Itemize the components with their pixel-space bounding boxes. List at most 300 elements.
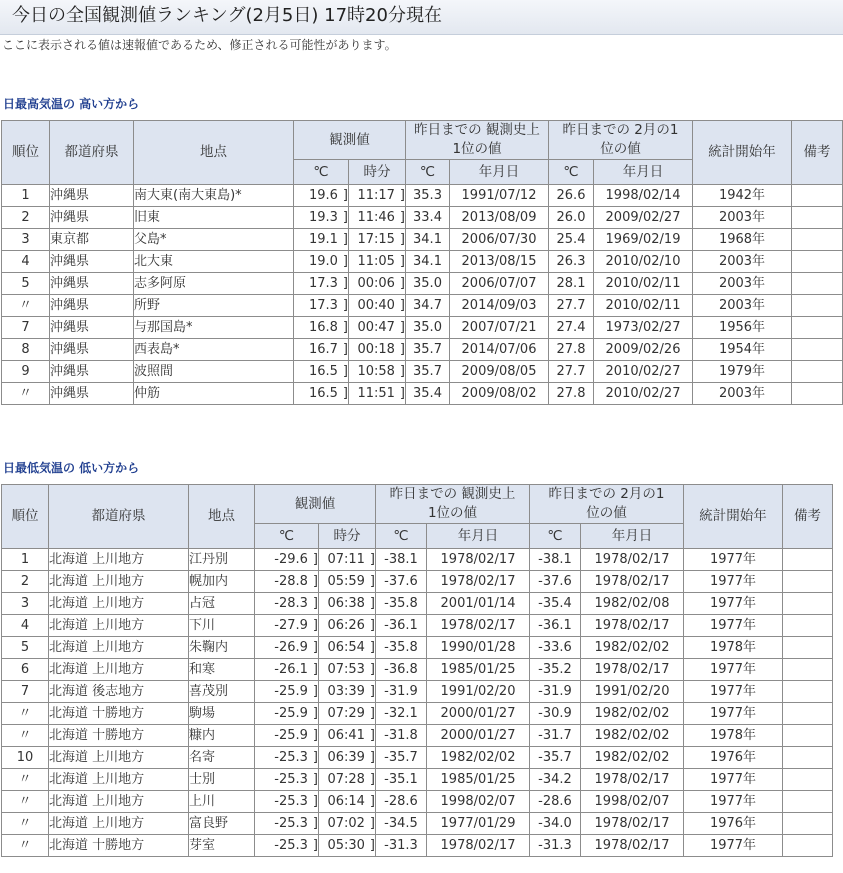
- observed-value-cell: [255, 615, 319, 637]
- quality-mark: ]: [369, 618, 375, 633]
- rank-text: 〃: [18, 386, 32, 401]
- remarks-cell: [783, 615, 833, 637]
- observed-time-text: 06:38: [327, 596, 365, 611]
- quality-mark: ]: [369, 640, 375, 655]
- table-row: [2, 229, 843, 251]
- remarks-cell: [783, 703, 833, 725]
- remarks-cell: [792, 229, 843, 251]
- observed-time-text: 07:53: [327, 662, 365, 677]
- prefecture-cell: [50, 273, 134, 295]
- month-record-date-text: 2009/02/27: [605, 210, 681, 225]
- quality-mark: ]: [399, 298, 405, 313]
- month-record-value-text: 25.4: [556, 232, 586, 247]
- observed-value-text: 19.3: [308, 210, 338, 225]
- station-text: 喜茂別: [189, 684, 229, 699]
- observed-time-text: 03:39: [327, 684, 365, 699]
- month-record-date-text: 1991/02/20: [594, 684, 670, 699]
- prefecture-cell: [50, 251, 134, 273]
- rank-cell: [2, 383, 50, 405]
- quality-mark: ]: [399, 210, 405, 225]
- station-text: 駒場: [189, 706, 216, 721]
- record-date-cell: [427, 549, 530, 571]
- start-year-text: 1976年: [709, 816, 757, 831]
- month-record-value-text: 27.8: [556, 342, 586, 357]
- prefecture-text: 北海道 十勝地方: [49, 838, 145, 853]
- prefecture-cell: [49, 681, 189, 703]
- observed-value-cell: [294, 361, 349, 383]
- record-value-cell: [376, 747, 427, 769]
- start-year-text: 1968年: [718, 232, 766, 247]
- record-value-text: -37.6: [384, 574, 418, 589]
- record-date-cell: [427, 703, 530, 725]
- start-year-cell: [684, 659, 783, 681]
- month-record-value-text: 26.6: [556, 188, 586, 203]
- record-value-text: 35.4: [413, 386, 442, 401]
- high-table-body: [2, 185, 843, 405]
- table-row: [2, 185, 843, 207]
- observed-time-text: 06:39: [327, 750, 365, 765]
- start-year-text: 1976年: [709, 750, 757, 765]
- remarks-cell: [783, 571, 833, 593]
- station-text: 南大東(南大東島)*: [134, 188, 242, 203]
- rank-cell: [2, 593, 49, 615]
- station-cell: [134, 339, 294, 361]
- quality-mark: ]: [369, 838, 375, 853]
- station-text: 幌加内: [189, 574, 229, 589]
- rank-cell: [2, 361, 50, 383]
- rank-text: 4: [21, 254, 30, 269]
- start-year-cell: [693, 339, 792, 361]
- start-year-text: 1977年: [709, 684, 757, 699]
- month-record-value-cell: [549, 185, 594, 207]
- rank-text: 2: [20, 574, 30, 589]
- month-record-date-cell: [581, 835, 684, 857]
- quality-mark: ]: [312, 574, 318, 589]
- start-year-cell: [693, 383, 792, 405]
- start-year-cell: [684, 791, 783, 813]
- rank-text: 〃: [18, 728, 32, 743]
- month-record-date-text: 1982/02/02: [594, 706, 670, 721]
- rank-text: 4: [20, 618, 30, 633]
- record-value-text: -28.6: [384, 794, 418, 809]
- provisional-notice: ここに表示される値は速報値であるため、修正される可能性があります。: [2, 38, 397, 52]
- record-value-text: -38.1: [384, 552, 418, 567]
- month-record-date-cell: [581, 637, 684, 659]
- observed-value-cell: [294, 229, 349, 251]
- quality-mark: ]: [312, 794, 318, 809]
- month-record-date-cell: [581, 549, 684, 571]
- start-year-text: 1978年: [709, 640, 757, 655]
- month-record-date-cell: [581, 571, 684, 593]
- month-record-date-text: 1978/02/17: [594, 618, 670, 633]
- quality-mark: ]: [399, 342, 405, 357]
- observed-time-cell: [349, 207, 406, 229]
- prefecture-cell: [49, 659, 189, 681]
- prefecture-text: 沖縄県: [50, 364, 90, 379]
- remarks-cell: [792, 295, 843, 317]
- rank-cell: [2, 659, 49, 681]
- prefecture-text: 北海道 上川地方: [49, 574, 145, 589]
- rank-text: 7: [20, 684, 30, 699]
- record-value-cell: [406, 251, 450, 273]
- station-text: 和寒: [189, 662, 216, 677]
- month-record-date-text: 1978/02/17: [594, 662, 670, 677]
- observed-time-text: 11:51: [357, 386, 395, 401]
- rank-cell: [2, 185, 50, 207]
- header-record-month: [549, 121, 693, 160]
- start-year-text: 1977年: [709, 618, 757, 633]
- prefecture-text: 東京都: [50, 232, 90, 247]
- start-year-cell: [684, 681, 783, 703]
- start-year-cell: [684, 835, 783, 857]
- header-unit-celsius: ℃: [530, 524, 581, 549]
- record-value-cell: [406, 317, 450, 339]
- header-remarks: 備考: [792, 121, 843, 185]
- table-row: [2, 813, 833, 835]
- rank-text: 〃: [18, 794, 32, 809]
- rank-cell: [2, 339, 50, 361]
- month-record-date-text: 1969/02/19: [605, 232, 681, 247]
- quality-mark: ]: [312, 728, 318, 743]
- record-value-text: 35.7: [413, 342, 442, 357]
- start-year-cell: [693, 185, 792, 207]
- month-record-date-text: 1978/02/17: [594, 816, 670, 831]
- observed-time-text: 05:59: [327, 574, 365, 589]
- month-record-date-text: 2010/02/11: [605, 276, 681, 291]
- header-unit-celsius: ℃: [376, 524, 427, 549]
- start-year-text: 2003年: [718, 386, 766, 401]
- month-record-value-cell: [549, 339, 594, 361]
- month-record-date-text: 1982/02/02: [594, 750, 670, 765]
- station-text: 下川: [189, 618, 216, 633]
- month-record-date-cell: [581, 769, 684, 791]
- observed-value-text: -28.8: [274, 574, 308, 589]
- table-row: [2, 703, 833, 725]
- start-year-text: 1977年: [709, 838, 757, 853]
- record-date-cell: [450, 273, 549, 295]
- rank-text: 〃: [18, 772, 32, 787]
- month-record-value-cell: [530, 791, 581, 813]
- header-date: 年月日: [450, 160, 549, 185]
- observed-time-cell: [319, 593, 376, 615]
- quality-mark: ]: [369, 706, 375, 721]
- quality-mark: ]: [399, 254, 405, 269]
- prefecture-text: 北海道 上川地方: [49, 618, 145, 633]
- observed-time-cell: [319, 769, 376, 791]
- month-record-value-text: 26.3: [556, 254, 586, 269]
- record-date-text: 1982/02/02: [440, 750, 516, 765]
- month-record-value-cell: [530, 813, 581, 835]
- prefecture-text: 沖縄県: [50, 320, 90, 335]
- remarks-cell: [792, 185, 843, 207]
- observed-time-cell: [319, 835, 376, 857]
- record-value-cell: [376, 549, 427, 571]
- prefecture-cell: [49, 835, 189, 857]
- header-record-history: [406, 121, 549, 160]
- record-date-text: 2009/08/02: [461, 386, 537, 401]
- table-row: [2, 725, 833, 747]
- quality-mark: ]: [342, 320, 348, 335]
- month-record-value-cell: [549, 317, 594, 339]
- record-value-cell: [376, 615, 427, 637]
- quality-mark: ]: [399, 232, 405, 247]
- remarks-cell: [792, 361, 843, 383]
- month-record-date-text: 1973/02/27: [605, 320, 681, 335]
- month-record-value-text: 27.7: [556, 364, 586, 379]
- observed-value-text: -26.1: [274, 662, 308, 677]
- header-unit-celsius: ℃: [549, 160, 594, 185]
- month-record-value-cell: [530, 769, 581, 791]
- rank-cell: [2, 615, 49, 637]
- month-record-value-text: -35.7: [538, 750, 572, 765]
- record-date-text: 1998/02/07: [440, 794, 516, 809]
- header-observed: 観測値: [255, 485, 376, 524]
- remarks-cell: [783, 549, 833, 571]
- table-row: [2, 637, 833, 659]
- header-rank: 順位: [2, 121, 50, 185]
- quality-mark: ]: [342, 276, 348, 291]
- header-record-history-label: 昨日までの 観測史上1位の値: [414, 122, 540, 157]
- record-date-text: 2013/08/09: [461, 210, 537, 225]
- observed-time-cell: [319, 791, 376, 813]
- start-year-text: 1942年: [718, 188, 766, 203]
- record-value-cell: [376, 659, 427, 681]
- prefecture-text: 沖縄県: [50, 188, 90, 203]
- month-record-date-text: 2009/02/26: [605, 342, 681, 357]
- table-row: [2, 251, 843, 273]
- station-text: 志多阿原: [134, 276, 187, 291]
- start-year-cell: [684, 769, 783, 791]
- record-value-text: -34.5: [384, 816, 418, 831]
- station-text: 富良野: [189, 816, 229, 831]
- observed-value-text: 19.0: [308, 254, 338, 269]
- observed-time-cell: [319, 549, 376, 571]
- start-year-cell: [693, 317, 792, 339]
- table-row: [2, 295, 843, 317]
- station-cell: [189, 813, 255, 835]
- record-date-cell: [427, 593, 530, 615]
- quality-mark: ]: [312, 750, 318, 765]
- station-text: 与那国島*: [134, 320, 193, 335]
- month-record-date-text: 1982/02/08: [594, 596, 670, 611]
- observed-value-text: -25.9: [274, 706, 308, 721]
- remarks-cell: [783, 769, 833, 791]
- observed-value-text: -25.3: [274, 816, 308, 831]
- station-text: 旧東: [134, 210, 161, 225]
- quality-mark: ]: [399, 276, 405, 291]
- start-year-cell: [684, 637, 783, 659]
- quality-mark: ]: [342, 210, 348, 225]
- observed-value-text: 17.3: [308, 276, 338, 291]
- record-value-cell: [406, 383, 450, 405]
- prefecture-text: 北海道 上川地方: [49, 772, 145, 787]
- rank-text: 3: [20, 596, 30, 611]
- month-record-date-text: 2010/02/11: [605, 298, 681, 313]
- record-value-text: 35.0: [413, 320, 442, 335]
- observed-value-text: -25.9: [274, 684, 308, 699]
- record-value-cell: [376, 769, 427, 791]
- month-record-date-cell: [594, 273, 693, 295]
- month-record-date-text: 1982/02/02: [594, 640, 670, 655]
- quality-mark: ]: [399, 320, 405, 335]
- month-record-date-cell: [594, 251, 693, 273]
- record-value-cell: [376, 835, 427, 857]
- rank-cell: [2, 637, 49, 659]
- station-cell: [189, 549, 255, 571]
- table-row: [2, 273, 843, 295]
- observed-value-cell: [255, 703, 319, 725]
- month-record-value-text: -37.6: [538, 574, 572, 589]
- remarks-cell: [783, 725, 833, 747]
- month-record-value-cell: [549, 251, 594, 273]
- quality-mark: ]: [369, 794, 375, 809]
- observed-time-text: 06:41: [327, 728, 365, 743]
- observed-value-text: -25.3: [274, 750, 308, 765]
- table-row: [2, 361, 843, 383]
- rank-cell: [2, 791, 49, 813]
- observed-time-cell: [349, 251, 406, 273]
- month-record-date-text: 2010/02/10: [605, 254, 681, 269]
- quality-mark: ]: [312, 596, 318, 611]
- observed-time-cell: [319, 571, 376, 593]
- station-text: 所野: [134, 298, 161, 313]
- record-value-cell: [406, 185, 450, 207]
- quality-mark: ]: [312, 838, 318, 853]
- observed-time-text: 00:40: [357, 298, 395, 313]
- prefecture-cell: [50, 207, 134, 229]
- observed-time-text: 07:29: [327, 706, 365, 721]
- record-date-cell: [427, 637, 530, 659]
- remarks-cell: [783, 835, 833, 857]
- observed-time-cell: [319, 725, 376, 747]
- record-date-cell: [427, 615, 530, 637]
- start-year-cell: [684, 813, 783, 835]
- month-record-date-cell: [581, 659, 684, 681]
- observed-value-cell: [294, 383, 349, 405]
- month-record-value-cell: [530, 703, 581, 725]
- observed-value-text: 16.5: [308, 364, 338, 379]
- record-value-cell: [376, 791, 427, 813]
- table-row: [2, 835, 833, 857]
- record-date-cell: [427, 659, 530, 681]
- prefecture-text: 北海道 上川地方: [49, 662, 145, 677]
- month-record-date-cell: [581, 681, 684, 703]
- quality-mark: ]: [312, 662, 318, 677]
- table-row: [2, 571, 833, 593]
- month-record-value-text: -31.7: [538, 728, 572, 743]
- record-value-text: -31.9: [384, 684, 418, 699]
- prefecture-cell: [49, 637, 189, 659]
- record-date-text: 2014/09/03: [461, 298, 537, 313]
- quality-mark: ]: [369, 750, 375, 765]
- record-value-text: -35.8: [384, 640, 418, 655]
- header-unit-celsius: ℃: [406, 160, 450, 185]
- record-date-text: 2001/01/14: [440, 596, 516, 611]
- rank-text: 〃: [18, 298, 32, 313]
- record-date-cell: [427, 571, 530, 593]
- record-value-cell: [376, 703, 427, 725]
- record-date-text: 1985/01/25: [440, 772, 516, 787]
- observed-value-text: 16.5: [308, 386, 338, 401]
- observed-value-cell: [255, 571, 319, 593]
- month-record-date-cell: [594, 383, 693, 405]
- quality-mark: ]: [312, 706, 318, 721]
- rank-cell: [2, 273, 50, 295]
- record-date-text: 2006/07/30: [461, 232, 537, 247]
- prefecture-cell: [49, 615, 189, 637]
- quality-mark: ]: [399, 386, 405, 401]
- observed-value-text: -27.9: [274, 618, 308, 633]
- prefecture-cell: [50, 295, 134, 317]
- month-record-value-cell: [530, 615, 581, 637]
- start-year-text: 1956年: [718, 320, 766, 335]
- record-date-text: 2000/01/27: [440, 706, 516, 721]
- start-year-cell: [693, 251, 792, 273]
- remarks-cell: [792, 317, 843, 339]
- header-unit-celsius: ℃: [294, 160, 349, 185]
- rank-cell: [2, 229, 50, 251]
- quality-mark: ]: [369, 728, 375, 743]
- rank-text: 〃: [18, 838, 32, 853]
- record-value-text: 35.3: [413, 188, 442, 203]
- record-date-cell: [450, 383, 549, 405]
- quality-mark: ]: [342, 342, 348, 357]
- record-date-text: 1978/02/17: [440, 838, 516, 853]
- station-cell: [134, 383, 294, 405]
- observed-value-text: -25.3: [274, 772, 308, 787]
- station-cell: [189, 835, 255, 857]
- record-date-text: 2014/07/06: [461, 342, 537, 357]
- record-value-cell: [406, 339, 450, 361]
- record-date-text: 2007/07/21: [461, 320, 537, 335]
- observed-time-text: 10:58: [357, 364, 395, 379]
- month-record-date-cell: [594, 317, 693, 339]
- header-start-year: 統計開始年: [684, 485, 783, 549]
- month-record-date-text: 1998/02/14: [605, 188, 681, 203]
- quality-mark: ]: [312, 640, 318, 655]
- month-record-date-cell: [594, 295, 693, 317]
- station-cell: [189, 615, 255, 637]
- observed-time-text: 17:15: [357, 232, 395, 247]
- prefecture-cell: [50, 229, 134, 251]
- record-date-cell: [427, 835, 530, 857]
- observed-time-text: 07:11: [327, 552, 365, 567]
- station-cell: [134, 185, 294, 207]
- observed-time-text: 06:26: [327, 618, 365, 633]
- month-record-value-cell: [549, 361, 594, 383]
- observed-value-cell: [294, 273, 349, 295]
- station-cell: [134, 229, 294, 251]
- record-value-text: 34.1: [413, 254, 442, 269]
- prefecture-text: 北海道 十勝地方: [49, 728, 145, 743]
- record-value-text: 35.7: [413, 364, 442, 379]
- month-record-date-cell: [581, 593, 684, 615]
- header-station: 地点: [134, 121, 294, 185]
- observed-value-text: 17.3: [308, 298, 338, 313]
- table-row: [2, 383, 843, 405]
- month-record-value-text: -38.1: [538, 552, 572, 567]
- observed-time-cell: [319, 681, 376, 703]
- observed-time-text: 06:14: [327, 794, 365, 809]
- remarks-cell: [792, 339, 843, 361]
- observed-time-cell: [319, 813, 376, 835]
- month-record-value-cell: [530, 571, 581, 593]
- table-row: [2, 339, 843, 361]
- remarks-cell: [783, 659, 833, 681]
- record-value-cell: [376, 637, 427, 659]
- low-table-body: [2, 549, 833, 857]
- prefecture-text: 北海道 上川地方: [49, 552, 145, 567]
